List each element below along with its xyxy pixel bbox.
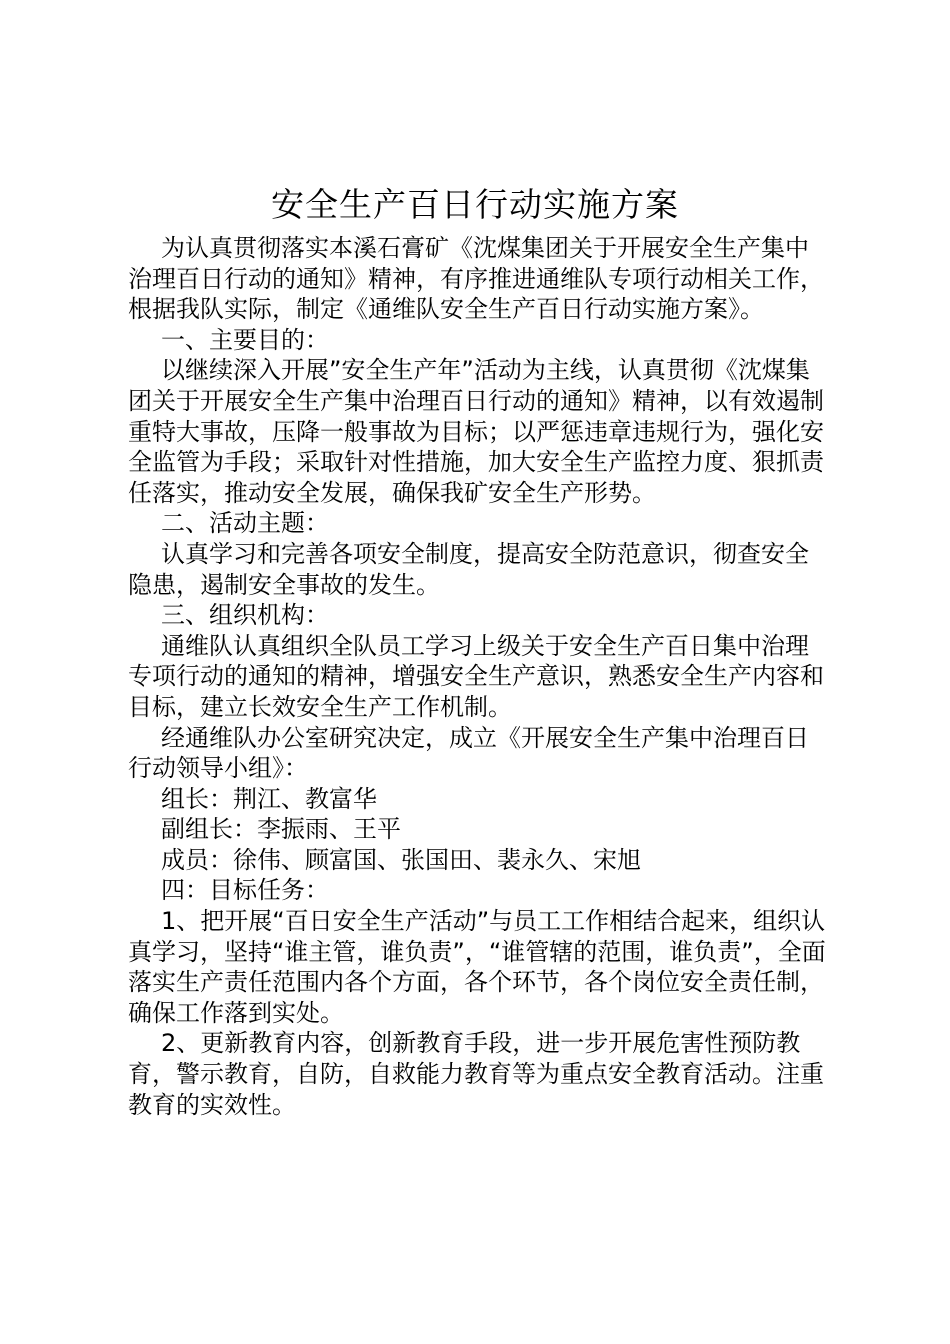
paragraph-leading-group: 经通维队办公室研究决定，成立《开展安全生产集中治理百日行动领导小组》： xyxy=(128,723,809,783)
document-body xyxy=(128,233,830,1120)
paragraph-main-purpose: 以继续深入开展”安全生产年”活动为主线，认真贯彻《沈煤集团关于开展安全生产集中治理百日行动的通知》精神，以有效遏制重特大事故，压降一般事故为目标；以严惩违章违规行为，强化安全监管为手段；采取针对性措施，加大安全生产监控力度、狠抓责任落实，推动安全发展，确保我矿安全生产形势。 xyxy=(128,356,824,507)
heading-activity-theme: 二、活动主题： xyxy=(161,509,329,538)
heading-targets: 四：目标任务： xyxy=(161,876,329,905)
paragraph-intro: 为认真贯彻落实本溪石膏矿《沈煤集团关于开展安全生产集中治理百日行动的通知》精神，有序推进通维队专项行动相关工作，根据我队实际，制定《通维队安全生产百日行动实施方案》。 xyxy=(128,234,824,324)
document-title: 安全生产百日行动实施方案 xyxy=(271,185,679,224)
paragraph-activity-theme: 认真学习和完善各项安全制度，提高安全防范意识，彻查安全隐患，遏制安全事故的发生。 xyxy=(128,539,809,599)
paragraph-organization: 通维队认真组织全队员工学习上级关于安全生产百日集中治理专项行动的通知的精神，增强安全生产意识，熟悉安全生产内容和目标，建立长效安全生产工作机制。 xyxy=(128,631,824,721)
paragraph-target-2: 2、更新教育内容，创新教育手段，进一步开展危害性预防教育，警示教育，自防，自救能力教育等为重点安全教育活动。注重教育的实效性。 xyxy=(128,1029,824,1119)
paragraph-target-1: 1、把开展“百日安全生产活动”与员工工作相结合起来，组织认真学习，坚持“谁主管，谁负责”，“谁管辖的范围，谁负责”，全面落实生产责任范围内各个方面，各个环节，各个岗位安全责任制，确保工作落到实处。 xyxy=(128,907,826,1027)
deputy-leader-line: 副组长：李振雨、王平 xyxy=(161,815,401,844)
group-leader-line: 组长：荆江、教富华 xyxy=(161,784,377,813)
heading-organization: 三、组织机构： xyxy=(161,601,329,630)
heading-main-purpose: 一、主要目的： xyxy=(161,325,329,354)
members-line: 成员：徐伟、顾富国、张国田、裴永久、宋旭 xyxy=(161,845,641,874)
